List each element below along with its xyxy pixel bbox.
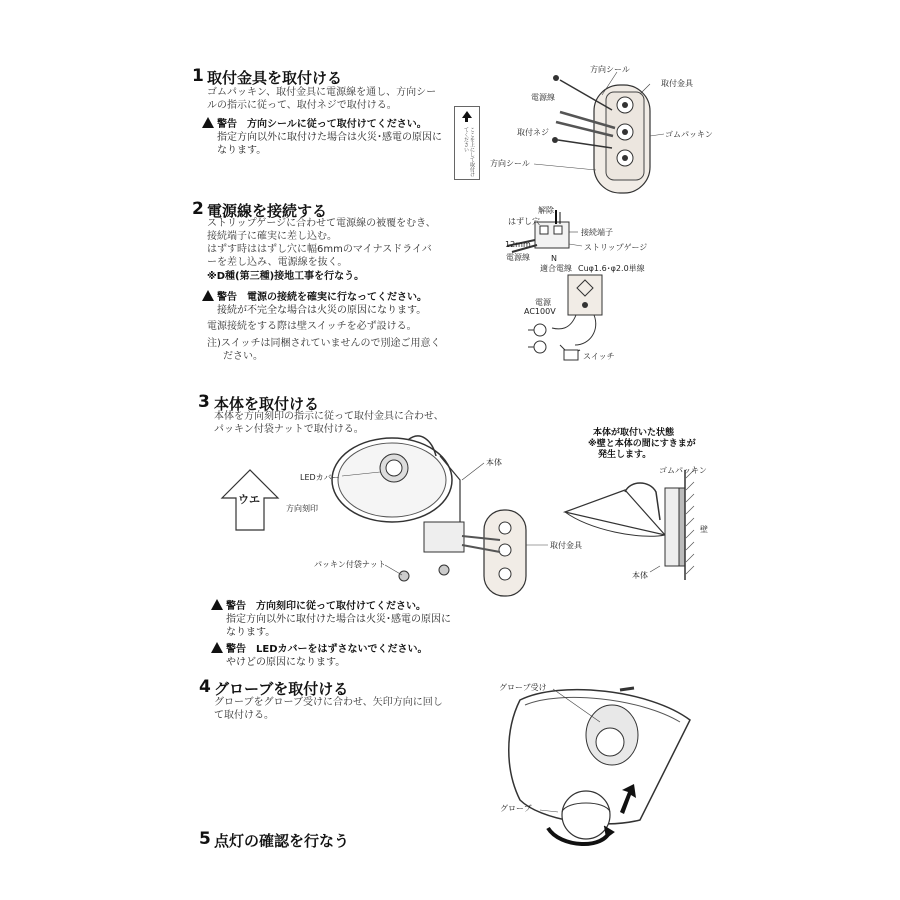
label-led-cover: LEDカバー xyxy=(300,473,340,482)
label-release-hole: はずし穴 xyxy=(508,217,540,226)
step-2-switch-note: 電源接続をする際は壁スイッチを必ず設ける。 xyxy=(207,321,417,332)
step-4-body-line: グローブをグローブ受けに合わせ、矢印方向に回し xyxy=(214,697,443,708)
label-bracket-3: 取付金具 xyxy=(550,541,582,550)
warning-line: 指定方向以外に取付けた場合は火災･感電の原因に xyxy=(226,614,451,625)
label-n-mark: N xyxy=(551,254,557,263)
label-nut: パッキン付袋ナット xyxy=(314,560,386,569)
step-4-body-line: て取付ける。 xyxy=(214,710,274,721)
label-release: 解除 xyxy=(538,206,554,215)
step-3-body-line: パッキン付袋ナットで取付ける。 xyxy=(214,424,364,435)
label-compatible-wire: 適合電線 xyxy=(540,264,572,273)
label-direction-seal-bottom: 方向シール xyxy=(490,159,530,168)
step-3-number: 3 xyxy=(198,392,210,412)
label-direction-mark: 方向刻印 xyxy=(286,504,318,513)
label-body-side: 本体 xyxy=(632,571,648,580)
step-3-body-line: 本体を方向刻印の指示に従って取付金具に合わせ、 xyxy=(214,411,444,422)
warning-title: 警告 電源の接続を確実に行なってください。 xyxy=(217,292,427,303)
footnote-line: ださい。 xyxy=(223,351,263,362)
label-wire-spec: Cuφ1.6･φ2.0単線 xyxy=(578,264,645,273)
step-1-title: 取付金具を取付ける xyxy=(207,69,343,87)
step-2-body-line: ーを差し込み、電源線を抜く。 xyxy=(207,257,348,268)
step-2-title: 電源線を接続する xyxy=(207,202,328,220)
direction-arrow-text: ウエ xyxy=(238,493,260,506)
step-2-body-line: ストリップゲージに合わせて電源線の被覆をむき、 xyxy=(207,218,436,229)
step-5-number: 5 xyxy=(199,829,211,849)
step-4-title: グローブを取付ける xyxy=(214,680,349,698)
installed-title: 本体が取付いた状態 xyxy=(593,428,675,438)
label-wall: 壁 xyxy=(700,525,708,534)
label-globe: グローブ xyxy=(500,804,532,813)
step-4-number: 4 xyxy=(199,677,211,697)
warning-line: やけどの原因になります。 xyxy=(226,657,346,668)
label-rubber-packing-3: ゴムパッキン xyxy=(659,466,707,475)
label-direction-seal-top: 方向シール xyxy=(590,65,630,74)
step-1-body-line: ゴムパッキン、取付金具に電源線を通し、方向シー xyxy=(207,87,437,98)
label-strip-gauge: ストリップゲージ xyxy=(584,243,648,252)
warning-line: 指定方向以外に取付けた場合は火災･感電の原因に xyxy=(217,132,442,143)
sticker-text: ここを上にして取付けてください xyxy=(463,127,475,177)
footnote-line: 注)スイッチは同梱されていませんので別途ご用意く xyxy=(207,338,441,349)
step-2-number: 2 xyxy=(192,199,204,219)
step-5-title: 点灯の確認を行なう xyxy=(214,832,350,850)
label-terminal: 接続端子 xyxy=(581,228,613,237)
warning-line: なります。 xyxy=(217,145,267,156)
label-body: 本体 xyxy=(486,458,502,467)
warning-line: なります。 xyxy=(226,627,276,638)
label-voltage: AC100V xyxy=(524,307,556,316)
warning-title: 警告 LEDカバーをはずさないでください。 xyxy=(226,644,428,655)
step-2-body-line: 接続端子に確実に差し込む。 xyxy=(207,231,337,242)
installed-note-1: ※壁と本体の間にすきまが xyxy=(588,439,696,449)
installed-note-2: 発生します。 xyxy=(598,450,652,460)
label-power-wire-2: 電源線 xyxy=(506,253,530,262)
label-switch: スイッチ xyxy=(583,352,615,361)
label-screw: 取付ネジ xyxy=(517,128,549,137)
warning-title: 警告 方向刻印に従って取付けてください。 xyxy=(226,601,426,612)
label-globe-holder: グローブ受け xyxy=(499,683,547,692)
warning-title: 警告 方向シールに従って取付けてください。 xyxy=(217,119,427,130)
label-power-wire: 電源線 xyxy=(531,93,555,102)
step-3-title: 本体を取付ける xyxy=(214,395,320,413)
step-2-body-line: はずす時ははずし穴に幅6mmのマイナスドライバ xyxy=(207,244,432,255)
label-power: 電源 xyxy=(535,298,551,307)
label-bracket: 取付金具 xyxy=(661,79,693,88)
step-1-body-line: ルの指示に従って、取付ネジで取付ける。 xyxy=(207,100,397,111)
step-2-ground-note: ※D種(第三種)接地工事を行なう。 xyxy=(207,271,365,282)
label-rubber-packing: ゴムパッキン xyxy=(665,130,713,139)
warning-line: 接続が不完全な場合は火災の原因になります。 xyxy=(217,305,427,316)
label-strip-length: 12mm xyxy=(505,240,531,249)
step-1-number: 1 xyxy=(192,66,204,86)
